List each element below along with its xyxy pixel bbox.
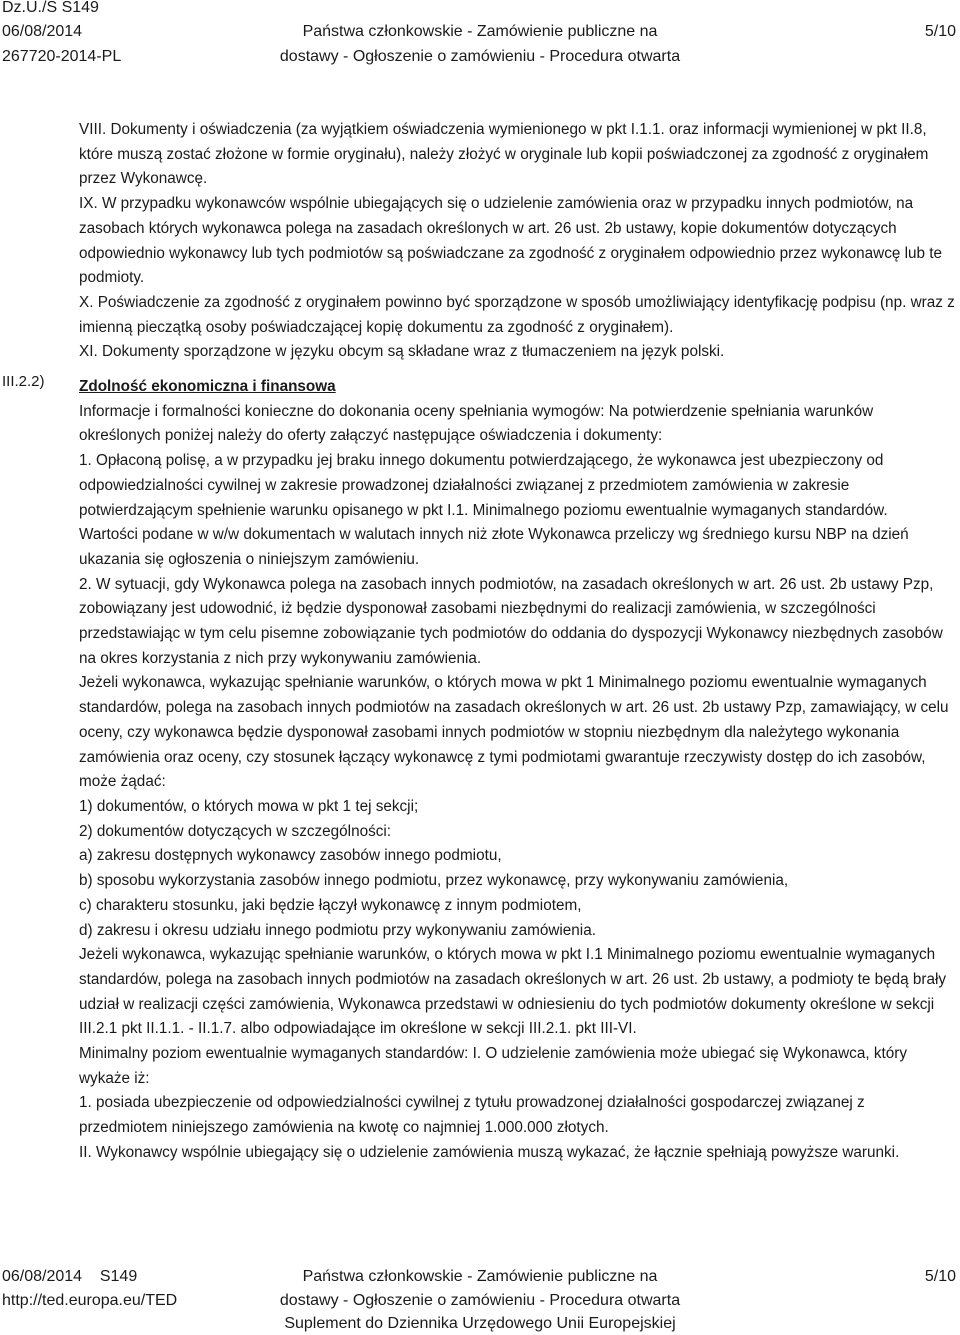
- paragraph: Wartości podane w w/w dokumentach w walutach innych niż złote Wykonawca przeliczy wg średniego kursu NBP na dzień ukazania się ogłoszenia o niniejszym zamówieniu.: [79, 526, 909, 568]
- list-item: c) charakteru stosunku, jaki będzie łączył wykonawcę z innym podmiotem,: [79, 896, 582, 914]
- list-item: b) sposobu wykorzystania zasobów innego podmiotu, przez wykonawcę, przy wykonywaniu zamówienia,: [79, 872, 789, 890]
- footer-title-line2: dostawy - Ogłoszenie o zamówieniu - Procedura otwarta: [279, 1292, 681, 1309]
- paragraph: 1. Opłaconą polisę, a w przypadku jej braku innego dokumentu potwierdzającego, że wykonawca jest ubezpieczony od odpowiedzialności cywilnej w zakresie prowadzonej działalności związanej z przedmiotem zamówienia w zakresie potwierdzającym spełnienie warunku opisanego w pkt I.1. Minimalnego poziomu ewentualnie wymaganych standardów.: [79, 452, 888, 519]
- paragraph: Jeżeli wykonawca, wykazując spełnianie warunków, o których mowa w pkt 1 Minimalnego poziomu ewentualnie wymaganych standardów, polega na zasobach innych podmiotów na zasadach określonych w art. 26 ust. 2b ustawy Pzp, zamawiający, w celu oceny, czy wykonawca będzie dysponował zasobami innych podmiotów w stopniu niezbędnym dla należytego wykonania zamówienia oraz oceny, czy stosunek łączący wykonawcę z tymi podmiotami gwarantuje rzeczywisty dostęp do ich zasobów, może żądać:: [79, 674, 949, 791]
- list-item: d) zakresu i okresu udziału innego podmiotu przy wykonywaniu zamówienia.: [79, 921, 596, 939]
- paragraph: XI. Dokumenty sporządzone w języku obcym są składane wraz z tłumaczeniem na język polski.: [79, 343, 725, 361]
- paragraph: VIII. Dokumenty i oświadczenia (za wyjątkiem oświadczenia wymienionego w pkt I.1.1. oraz informacji wymienionej w pkt II.8, które muszą zostać złożone w formie oryginału), należy złożyć w oryginale lub kopii poświadczonej za zgodność z oryginałem przez Wykonawcę.: [79, 121, 929, 188]
- footer-page-number: 5/10: [924, 1268, 956, 1285]
- header-page-number: 5/10: [924, 23, 956, 40]
- paragraph: Informacje i formalności konieczne do dokonania oceny spełniania wymogów: Na potwierdzenie spełniania warunków określonych poniżej należy do oferty załączyć następujące oświadczenia i dokumenty:: [79, 402, 874, 445]
- section-number: III.2.2): [2, 373, 45, 390]
- list-item: a) zakresu dostępnych wykonawcy zasobów innego podmiotu,: [79, 847, 502, 865]
- paragraph: II. Wykonawcy wspólnie ubiegający się o udzielenie zamówienia muszą wykazać, że łącznie spełniają powyższe warunki.: [79, 1143, 900, 1161]
- list-item: 1) dokumentów, o których mowa w pkt 1 tej sekcji;: [79, 797, 419, 815]
- paragraph: X. Poświadczenie za zgodność z oryginałem powinno być sporządzone w sposób umożliwiający identyfikację podpisu (np. wraz z imienną pieczątką osoby poświadczającej kopię dokumentu za zgodność z oryginałem).: [79, 293, 955, 336]
- header-title-line2: dostawy - Ogłoszenie o zamówieniu - Procedura otwarta: [279, 48, 681, 65]
- header-title-line1: Państwa członkowskie - Zamówienie publiczne na: [302, 23, 658, 40]
- footer-series: S149: [99, 1268, 138, 1285]
- notice-number: 267720-2014-PL: [2, 48, 122, 65]
- section-title: Zdolność ekonomiczna i finansowa: [79, 378, 336, 396]
- footer-url[interactable]: http://ted.europa.eu/TED: [2, 1292, 178, 1309]
- footer-title-line3: Suplement do Dziennika Urzędowego Unii Europejskiej: [284, 1315, 676, 1332]
- doc-id: Dz.U./S S149: [2, 0, 99, 16]
- paragraph: IX. W przypadku wykonawców wspólnie ubiegających się o udzielenie zamówienia oraz w przypadku innych podmiotów, na zasobach których wykonawca polega na zasadach określonych w art. 26 ust. 2b ustawy, kopie dokumentów dotyczących odpowiednio wykonawcy lub tych podmiotów są poświadczane za zgodność z oryginałem odpowiednio przez wykonawcę lub te podmioty.: [79, 195, 943, 287]
- footer-date-value: 06/08/2014: [2, 1268, 83, 1285]
- document-body: [79, 118, 955, 1166]
- paragraph: Minimalny poziom ewentualnie wymaganych standardów: I. O udzielenie zamówienia może ubiegać się Wykonawca, który wykaże iż:: [79, 1045, 907, 1087]
- paragraph: 1. posiada ubezpieczenie od odpowiedzialności cywilnej z tytułu prowadzonej działalności gospodarczej związanej z przedmiotem niniejszego zamówienia na kwotę co najmniej 1.000.000 złotych.: [79, 1094, 865, 1137]
- paragraph: Jeżeli wykonawca, wykazując spełnianie warunków, o których mowa w pkt I.1 Minimalnego poziomu ewentualnie wymaganych standardów, polega na zasobach innych podmiotów na zasadach określonych w art. 26 ust. 2b ustawy, a podmioty te będą brały udział w realizacji części zamówienia, Wykonawca przedstawi w odniesieniu do tych podmiotów dokumenty określone w sekcji III.2.1 pkt II.1.1. - II.1.7. albo odpowiadające im określone w sekcji III.2.1. pkt III-VI.: [79, 946, 947, 1038]
- footer-title-line1: Państwa członkowskie - Zamówienie publiczne na: [302, 1268, 658, 1285]
- paragraph: 2. W sytuacji, gdy Wykonawca polega na zasobach innych podmiotów, na zasadach określonych w art. 26 ust. 2b ustawy Pzp, zobowiązany jest udowodnić, iż będzie dysponował zasobami niezbędnymi do realizacji zamówienia, w szczególności przedstawiając w tym celu pisemne zobowiązanie tych podmiotów do oddania do dyspozycji Wykonawcy niezbędnych zasobów na okres korzystania z nich przy wykonywaniu zamówienia.: [79, 575, 943, 667]
- header-date: 06/08/2014: [2, 23, 83, 40]
- list-item: 2) dokumentów dotyczących w szczególności:: [79, 822, 392, 840]
